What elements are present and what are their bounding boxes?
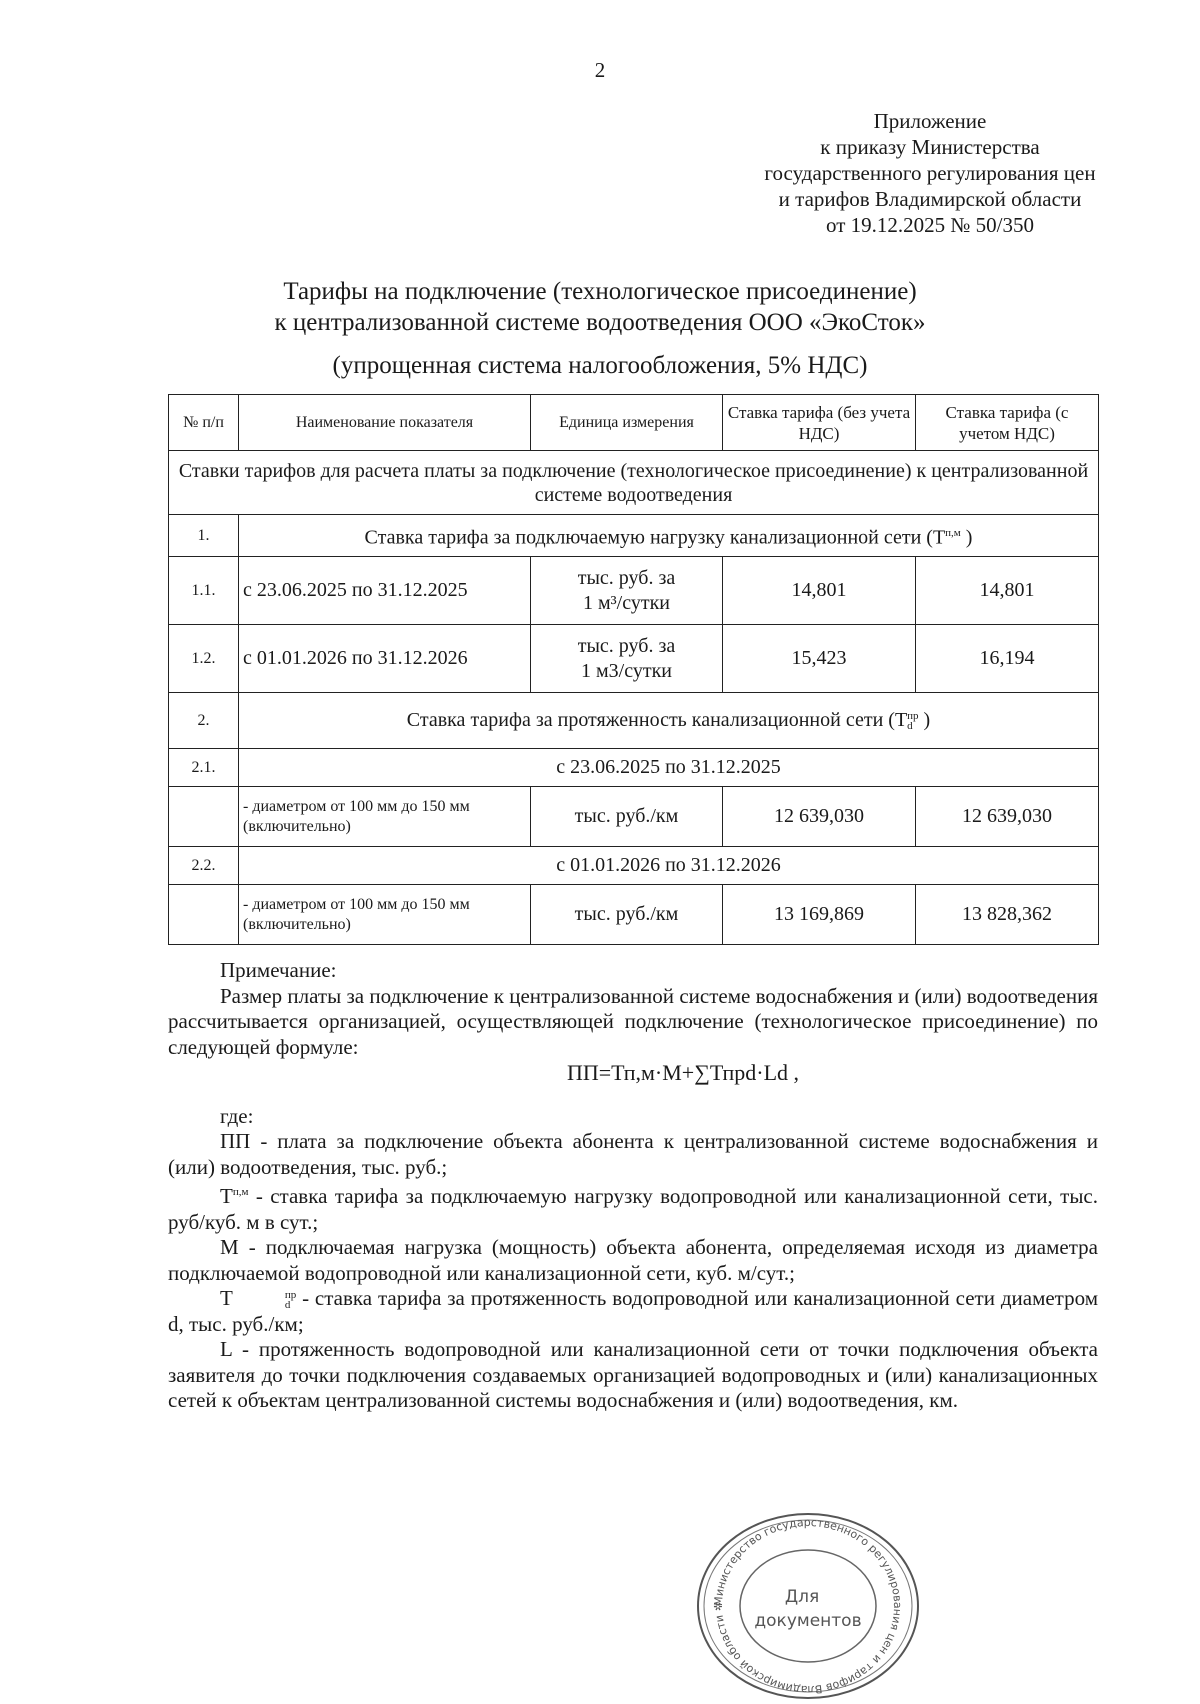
row-rate-vat: 13 828,362 <box>916 885 1099 945</box>
row-unit-line2: 1 м³/сутки <box>583 591 670 614</box>
row-rate-vat: 12 639,030 <box>916 787 1099 847</box>
group-label-close: ) <box>923 709 931 731</box>
group-row <box>169 693 1099 749</box>
notes-heading: Примечание: <box>220 958 337 982</box>
table-row <box>169 787 1099 847</box>
formula <box>268 1060 1098 1086</box>
official-stamp <box>688 1508 928 1704</box>
tariff-symbol-sup: п,м <box>945 526 961 539</box>
period-row <box>169 847 1099 885</box>
group-label-close: ) <box>965 526 973 549</box>
period-num: 2.2. <box>169 847 239 885</box>
title-line-1: Тарифы на подключение (технологическое присоединение) <box>283 278 917 305</box>
group-row <box>169 515 1099 557</box>
row-unit-line1: тыс. руб. за <box>577 566 676 589</box>
header-num: № п/п <box>169 395 239 451</box>
row-num: 1.2. <box>169 625 239 693</box>
row-period: с 23.06.2025 по 31.12.2025 <box>239 557 531 625</box>
table-row <box>169 885 1099 945</box>
tariff-symbol: Т <box>894 709 908 731</box>
appendix-line: государственного регулирования цен <box>764 161 1096 185</box>
definition-tpr-text: - ставка тарифа за протяженность водопроводной или канализационной сети диаметром d, тыс. руб./км; <box>168 1286 1098 1336</box>
row-name: - диаметром от 100 мм до 150 мм (включительно) <box>239 787 531 847</box>
group-num: 1. <box>169 515 239 557</box>
appendix-line: Приложение <box>873 109 987 133</box>
section-header: Ставки тарифов для расчета платы за подключение (технологическое присоединение) к централизованной системе водоотведения <box>169 451 1099 515</box>
row-rate-no-vat: 12 639,030 <box>723 787 916 847</box>
row-rate-vat: 14,801 <box>916 557 1099 625</box>
document-subtitle: (упрощенная система налогообложения, 5% НДС) <box>332 352 868 379</box>
period-label: с 23.06.2025 по 31.12.2025 <box>239 749 1099 787</box>
appendix-line: от 19.12.2025 № 50/350 <box>825 213 1035 237</box>
page-number: 2 <box>594 58 606 82</box>
header-unit: Единица измерения <box>531 395 723 451</box>
appendix-line: к приказу Министерства <box>820 135 1040 159</box>
row-num-empty <box>169 885 239 945</box>
definition-tpm: $Т^{п,м}$ - ставка тарифа за подключаемую нагрузку водопроводной или канализационной сети, тыс. руб/куб. м в сут.; <box>168 1184 1098 1234</box>
row-num-empty <box>169 787 239 847</box>
tariff-symbol-sub: d <box>907 720 913 733</box>
period-num: 2.1. <box>169 749 239 787</box>
group-label <box>239 515 1099 557</box>
row-rate-no-vat: 13 169,869 <box>723 885 916 945</box>
row-unit: тыс. руб./км <box>531 885 723 945</box>
tariff-symbol-indices <box>907 711 918 731</box>
row-num: 1.1. <box>169 557 239 625</box>
formula-text: ПП=Тп,м·М+∑Тпрd·Ld , <box>566 1060 800 1085</box>
header-name: Наименование показателя <box>239 395 531 451</box>
title-line-2: к централизованной системе водоотведения ООО «ЭкоСток» <box>274 309 926 336</box>
notes-section <box>168 958 1098 1414</box>
row-rate-no-vat: 14,801 <box>723 557 916 625</box>
header-rate-no-vat: Ставка тарифа (без учета НДС) <box>723 395 916 451</box>
definition-tpm-text: - ставка тарифа за подключаемую нагрузку водопроводной или канализационной сети, тыс. руб/куб. м в сут.; <box>168 1184 1098 1234</box>
row-rate-vat: 16,194 <box>916 625 1099 693</box>
section-header-row <box>169 451 1099 515</box>
table-row <box>169 625 1099 693</box>
group-num: 2. <box>169 693 239 749</box>
document-title <box>150 276 1050 338</box>
stamp-ring-text: Министерство государственного регулирования цен и тарифов Владимирской области ✲ <box>711 1515 905 1697</box>
group-label-text: Ставка тарифа за протяженность канализационной сети ( <box>406 709 895 731</box>
stamp-center-line1: Для <box>784 1587 820 1607</box>
group-label <box>239 693 1099 749</box>
row-unit <box>531 625 723 693</box>
row-name: - диаметром от 100 мм до 150 мм (включительно) <box>239 885 531 945</box>
table-header-row <box>169 395 1099 451</box>
row-unit-line2: 1 м3/сутки <box>581 659 672 682</box>
row-period: с 01.01.2026 по 31.12.2026 <box>239 625 531 693</box>
tariff-symbol-sup: пр <box>907 710 919 723</box>
definition-pp: ПП - плата за подключение объекта абонента к централизованной системе водоснабжения и (или) водоотведения, тыс. руб.; <box>168 1129 1098 1179</box>
appendix-block <box>720 108 1140 238</box>
row-unit-line1: тыс. руб. за <box>577 634 676 657</box>
table-row <box>169 557 1099 625</box>
definition-l: L - протяженность водопроводной или канализационной сети от точки подключения объекта заявителя до точки подключения создаваемых организацией водопроводных и (или) канализационных сетей к объектам централизованной системы водоснабжения и (или) водоотведения, км. <box>168 1337 1098 1412</box>
header-rate-vat: Ставка тарифа (с учетом НДС) <box>916 395 1099 451</box>
notes-where: где: <box>220 1103 254 1128</box>
period-label: с 01.01.2026 по 31.12.2026 <box>239 847 1099 885</box>
appendix-line: и тарифов Владимирской области <box>778 187 1082 211</box>
definition-tpr: Т пр d - ставка тарифа за протяженность водопроводной или канализационной сети диаметром d, тыс. руб./км; <box>168 1286 1098 1336</box>
definition-m: М - подключаемая нагрузка (мощность) объекта абонента, определяемая исходя из диаметра подключаемой водопроводной или канализационной сети, куб. м/сут.; <box>168 1235 1098 1285</box>
period-row <box>169 749 1099 787</box>
stamp-center-line2: документов <box>754 1611 862 1631</box>
tariff-symbol: Т <box>932 526 946 549</box>
tariff-table <box>168 394 1099 945</box>
row-unit: тыс. руб./км <box>531 787 723 847</box>
row-unit <box>531 557 723 625</box>
notes-intro: Размер платы за подключение к централизованной системе водоснабжения и (или) водоотведения рассчитывается организацией, осуществляющей подключение (технологическое присоединение) по следующей формуле: <box>168 983 1098 1059</box>
row-rate-no-vat: 15,423 <box>723 625 916 693</box>
group-label-text: Ставка тарифа за подключаемую нагрузку канализационной сети ( <box>364 526 933 549</box>
